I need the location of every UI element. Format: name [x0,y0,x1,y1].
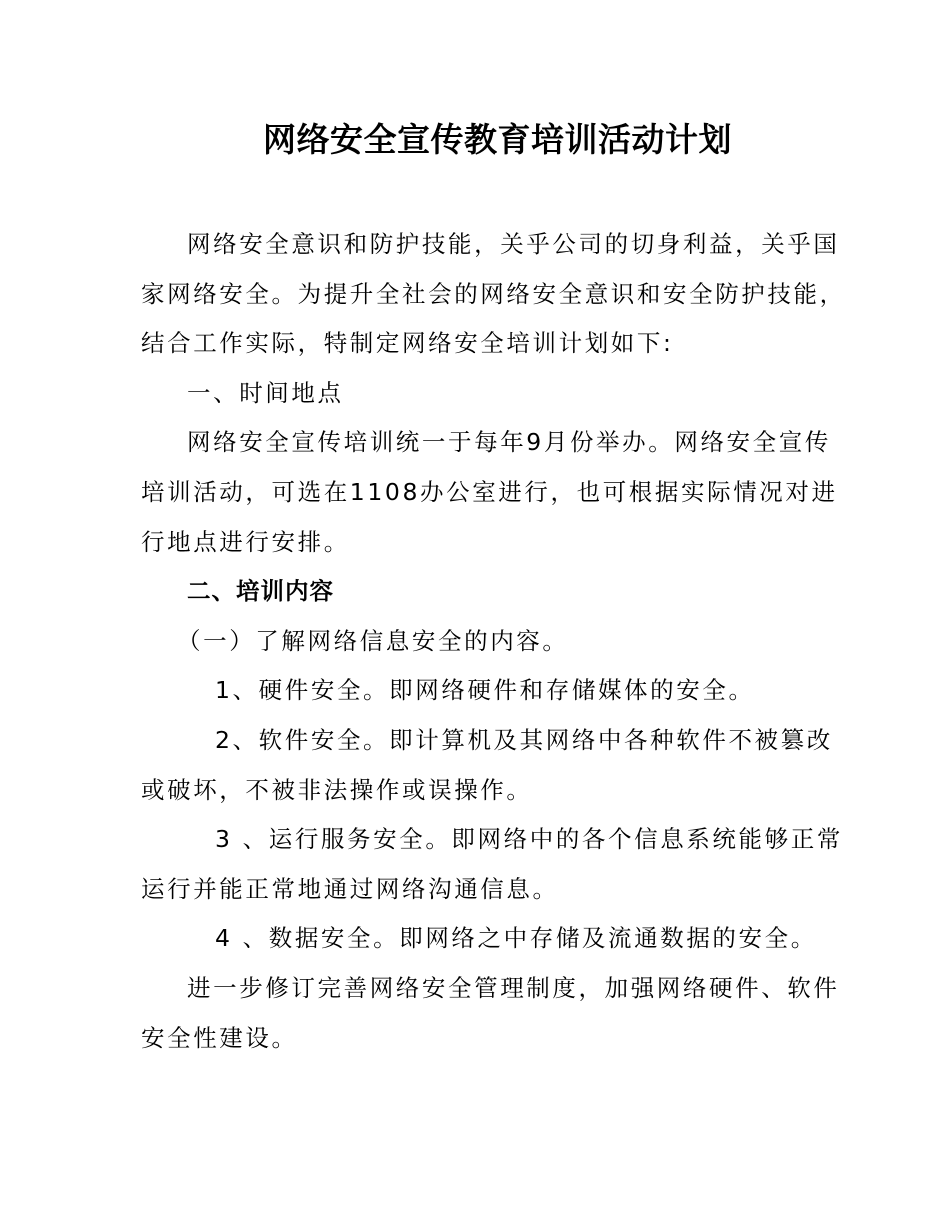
paragraph-time-place-line-1: 网络安全宣传培训统一于每年9月份举办。网络安全宣传 [187,428,831,457]
list-item-service-security-line-1: 3 、运行服务安全。即网络中的各个信息系统能够正常 [215,825,843,854]
section-heading-time-place: 一、时间地点 [187,378,344,407]
paragraph-closing-line-2: 安全性建设。 [141,1023,298,1052]
list-item-software-security-line-2: 或破坏，不被非法操作或误操作。 [141,775,533,804]
list-item-service-security-line-2: 运行并能正常地通过网络沟通信息。 [141,874,559,903]
list-item-hardware-security: 1、硬件安全。即网络硬件和存储媒体的安全。 [215,676,755,705]
paragraph-intro-line-2: 家网络安全。为提升全社会的网络安全意识和安全防护技能， [141,279,846,308]
paragraph-intro-line-1: 网络安全意识和防护技能，关乎公司的切身利益，关乎国 [187,230,840,258]
list-item-data-security: 4 、数据安全。即网络之中存储及流通数据的安全。 [215,924,817,953]
document-body [141,220,846,1063]
paragraph-time-place-line-2: 培训活动，可选在1108办公室进行，也可根据实际情况对进 [141,477,838,506]
document-title: 网络安全宣传教育培训活动计划 [263,120,732,159]
list-item-software-security-line-1: 2、软件安全。即计算机及其网络中各种软件不被篡改 [215,725,833,754]
paragraph-intro-line-3: 结合工作实际，特制定网络安全培训计划如下: [141,329,674,358]
section-heading-training-content: 二、培训内容 [187,577,334,606]
paragraph-time-place-line-3: 行地点进行安排。 [141,527,350,556]
paragraph-closing-line-1: 进一步修订完善网络安全管理制度，加强网络硬件、软件 [187,973,840,1002]
subsection-heading-info-security: （一）了解网络信息安全的内容。 [177,626,569,655]
